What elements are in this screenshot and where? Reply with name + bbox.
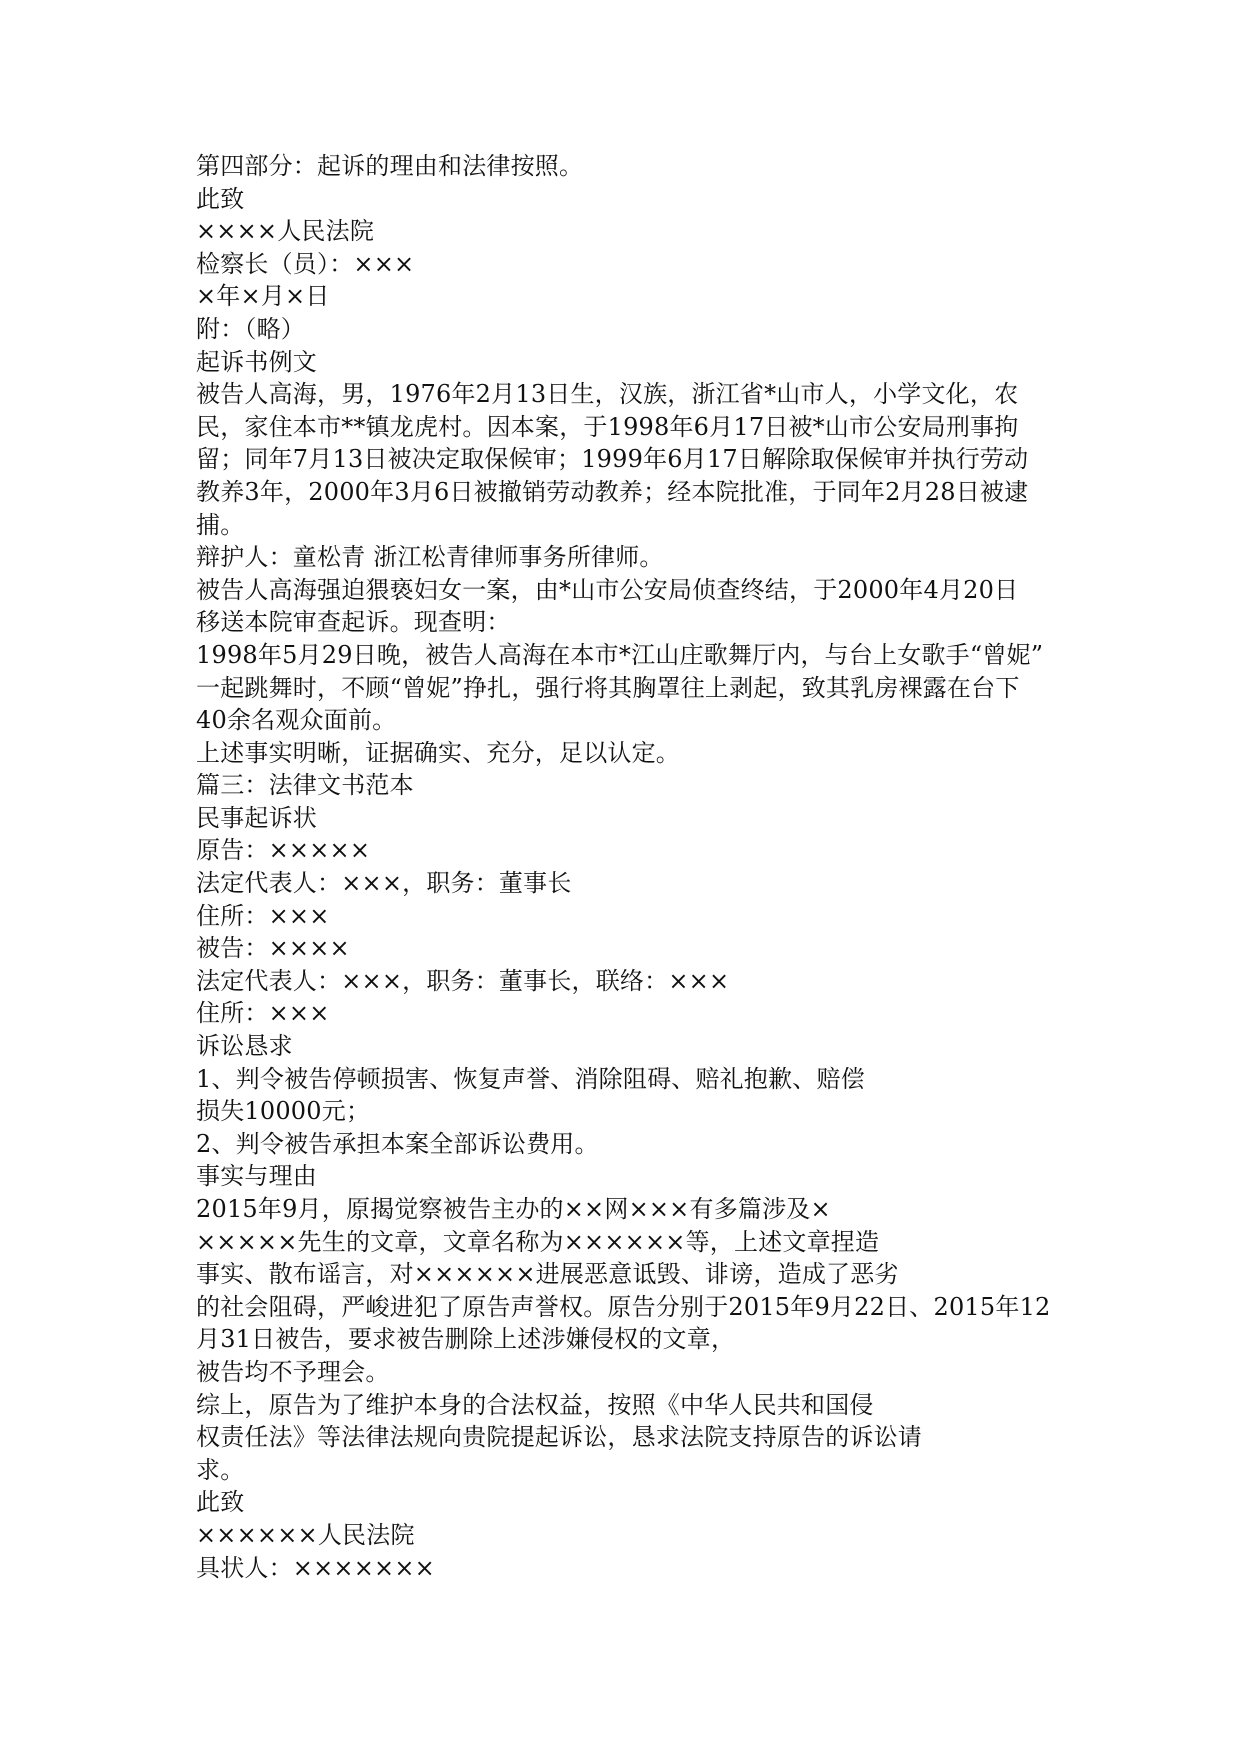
text-line: 40余名观众面前。 <box>196 706 397 735</box>
text-line: 事实、散布谣言，对××××××进展恶意诋毁、诽谤，造成了恶劣 <box>196 1260 899 1289</box>
text-line: 2、判令被告承担本案全部诉讼费用。 <box>196 1129 599 1158</box>
text-line: 被告均不予理会。 <box>196 1357 390 1386</box>
text-line: ××××××人民法院 <box>196 1520 415 1549</box>
section-heading: 篇三：法律文书范本 <box>196 771 414 800</box>
text-line: 法定代表人：×××，职务：董事长，联络：××× <box>196 966 730 995</box>
text-line: 教养3年，2000年3月6日被撤销劳动教养；经本院批准，于同年2月28日被逮 <box>196 477 1029 506</box>
text-line: 被告人高海，男，1976年2月13日生，汉族，浙江省*山市人，小学文化，农 <box>196 380 1019 409</box>
text-line: 此致 <box>196 184 245 213</box>
section-heading: 事实与理由 <box>196 1162 317 1191</box>
section-heading: 诉讼恳求 <box>196 1032 293 1061</box>
section-heading: 民事起诉状 <box>196 803 317 832</box>
text-line: 附：（略） <box>196 314 305 343</box>
text-line: 辩护人：童松青 浙江松青律师事务所律师。 <box>196 543 664 572</box>
text-line: 检察长（员）：××× <box>196 249 415 278</box>
text-line: 的社会阻碍，严峻进犯了原告声誉权。原告分别于2015年9月22日、2015年12 <box>196 1292 1051 1321</box>
text-line: ×年×月×日 <box>196 282 330 311</box>
text-line: 求。 <box>196 1455 245 1484</box>
document-body <box>196 150 1076 1584</box>
text-line: 此致 <box>196 1488 245 1517</box>
text-line: 被告人高海强迫猥亵妇女一案，由*山市公安局侦查终结，于2000年4月20日 <box>196 575 1019 604</box>
text-line: 上述事实明晰，证据确实、充分，足以认定。 <box>196 738 680 767</box>
text-line: 权责任法》等法律法规向贵院提起诉讼，恳求法院支持原告的诉讼请 <box>196 1423 922 1452</box>
text-line: 留；同年7月13日被决定取保候审；1999年6月17日解除取保候审并执行劳动 <box>196 445 1029 474</box>
text-line: ×××××先生的文章，文章名称为××××××等，上述文章捏造 <box>196 1227 880 1256</box>
section-heading: 起诉书例文 <box>196 347 317 376</box>
text-line: 具状人：××××××× <box>196 1553 435 1582</box>
text-line: 原告：××××× <box>196 836 371 865</box>
text-line: 移送本院审查起诉。现查明： <box>196 608 511 637</box>
text-line: 民，家住本市**镇龙虎村。因本案，于1998年6月17日被*山市公安局刑事拘 <box>196 412 1019 441</box>
text-line: 被告：×××× <box>196 934 350 963</box>
text-line: 2015年9月，原揭觉察被告主办的××网×××有多篇涉及× <box>196 1195 831 1223</box>
text-line: 捕。 <box>196 510 245 539</box>
text-line: 1、判令被告停顿损害、恢复声誉、消除阻碍、赔礼抱歉、赔偿 <box>196 1064 865 1093</box>
text-line: 月31日被告，要求被告删除上述涉嫌侵权的文章， <box>196 1325 736 1354</box>
text-line: 住所：××× <box>196 901 330 930</box>
text-line: 综上，原告为了维护本身的合法权益，按照《中华人民共和国侵 <box>196 1390 874 1419</box>
text-line: 第四部分：起诉的理由和法律按照。 <box>196 152 584 180</box>
text-line: 法定代表人：×××，职务：董事长 <box>196 869 572 898</box>
text-line: 住所：××× <box>196 999 330 1028</box>
text-line: ××××人民法院 <box>196 217 375 246</box>
text-line: 1998年5月29日晚，被告人高海在本市*江山庄歌舞厅内，与台上女歌手“曾妮” <box>196 640 1044 669</box>
text-line: 损失10000元； <box>196 1097 371 1126</box>
text-line: 一起跳舞时，不顾“曾妮”挣扎，强行将其胸罩往上剥起，致其乳房裸露在台下 <box>196 673 1020 702</box>
